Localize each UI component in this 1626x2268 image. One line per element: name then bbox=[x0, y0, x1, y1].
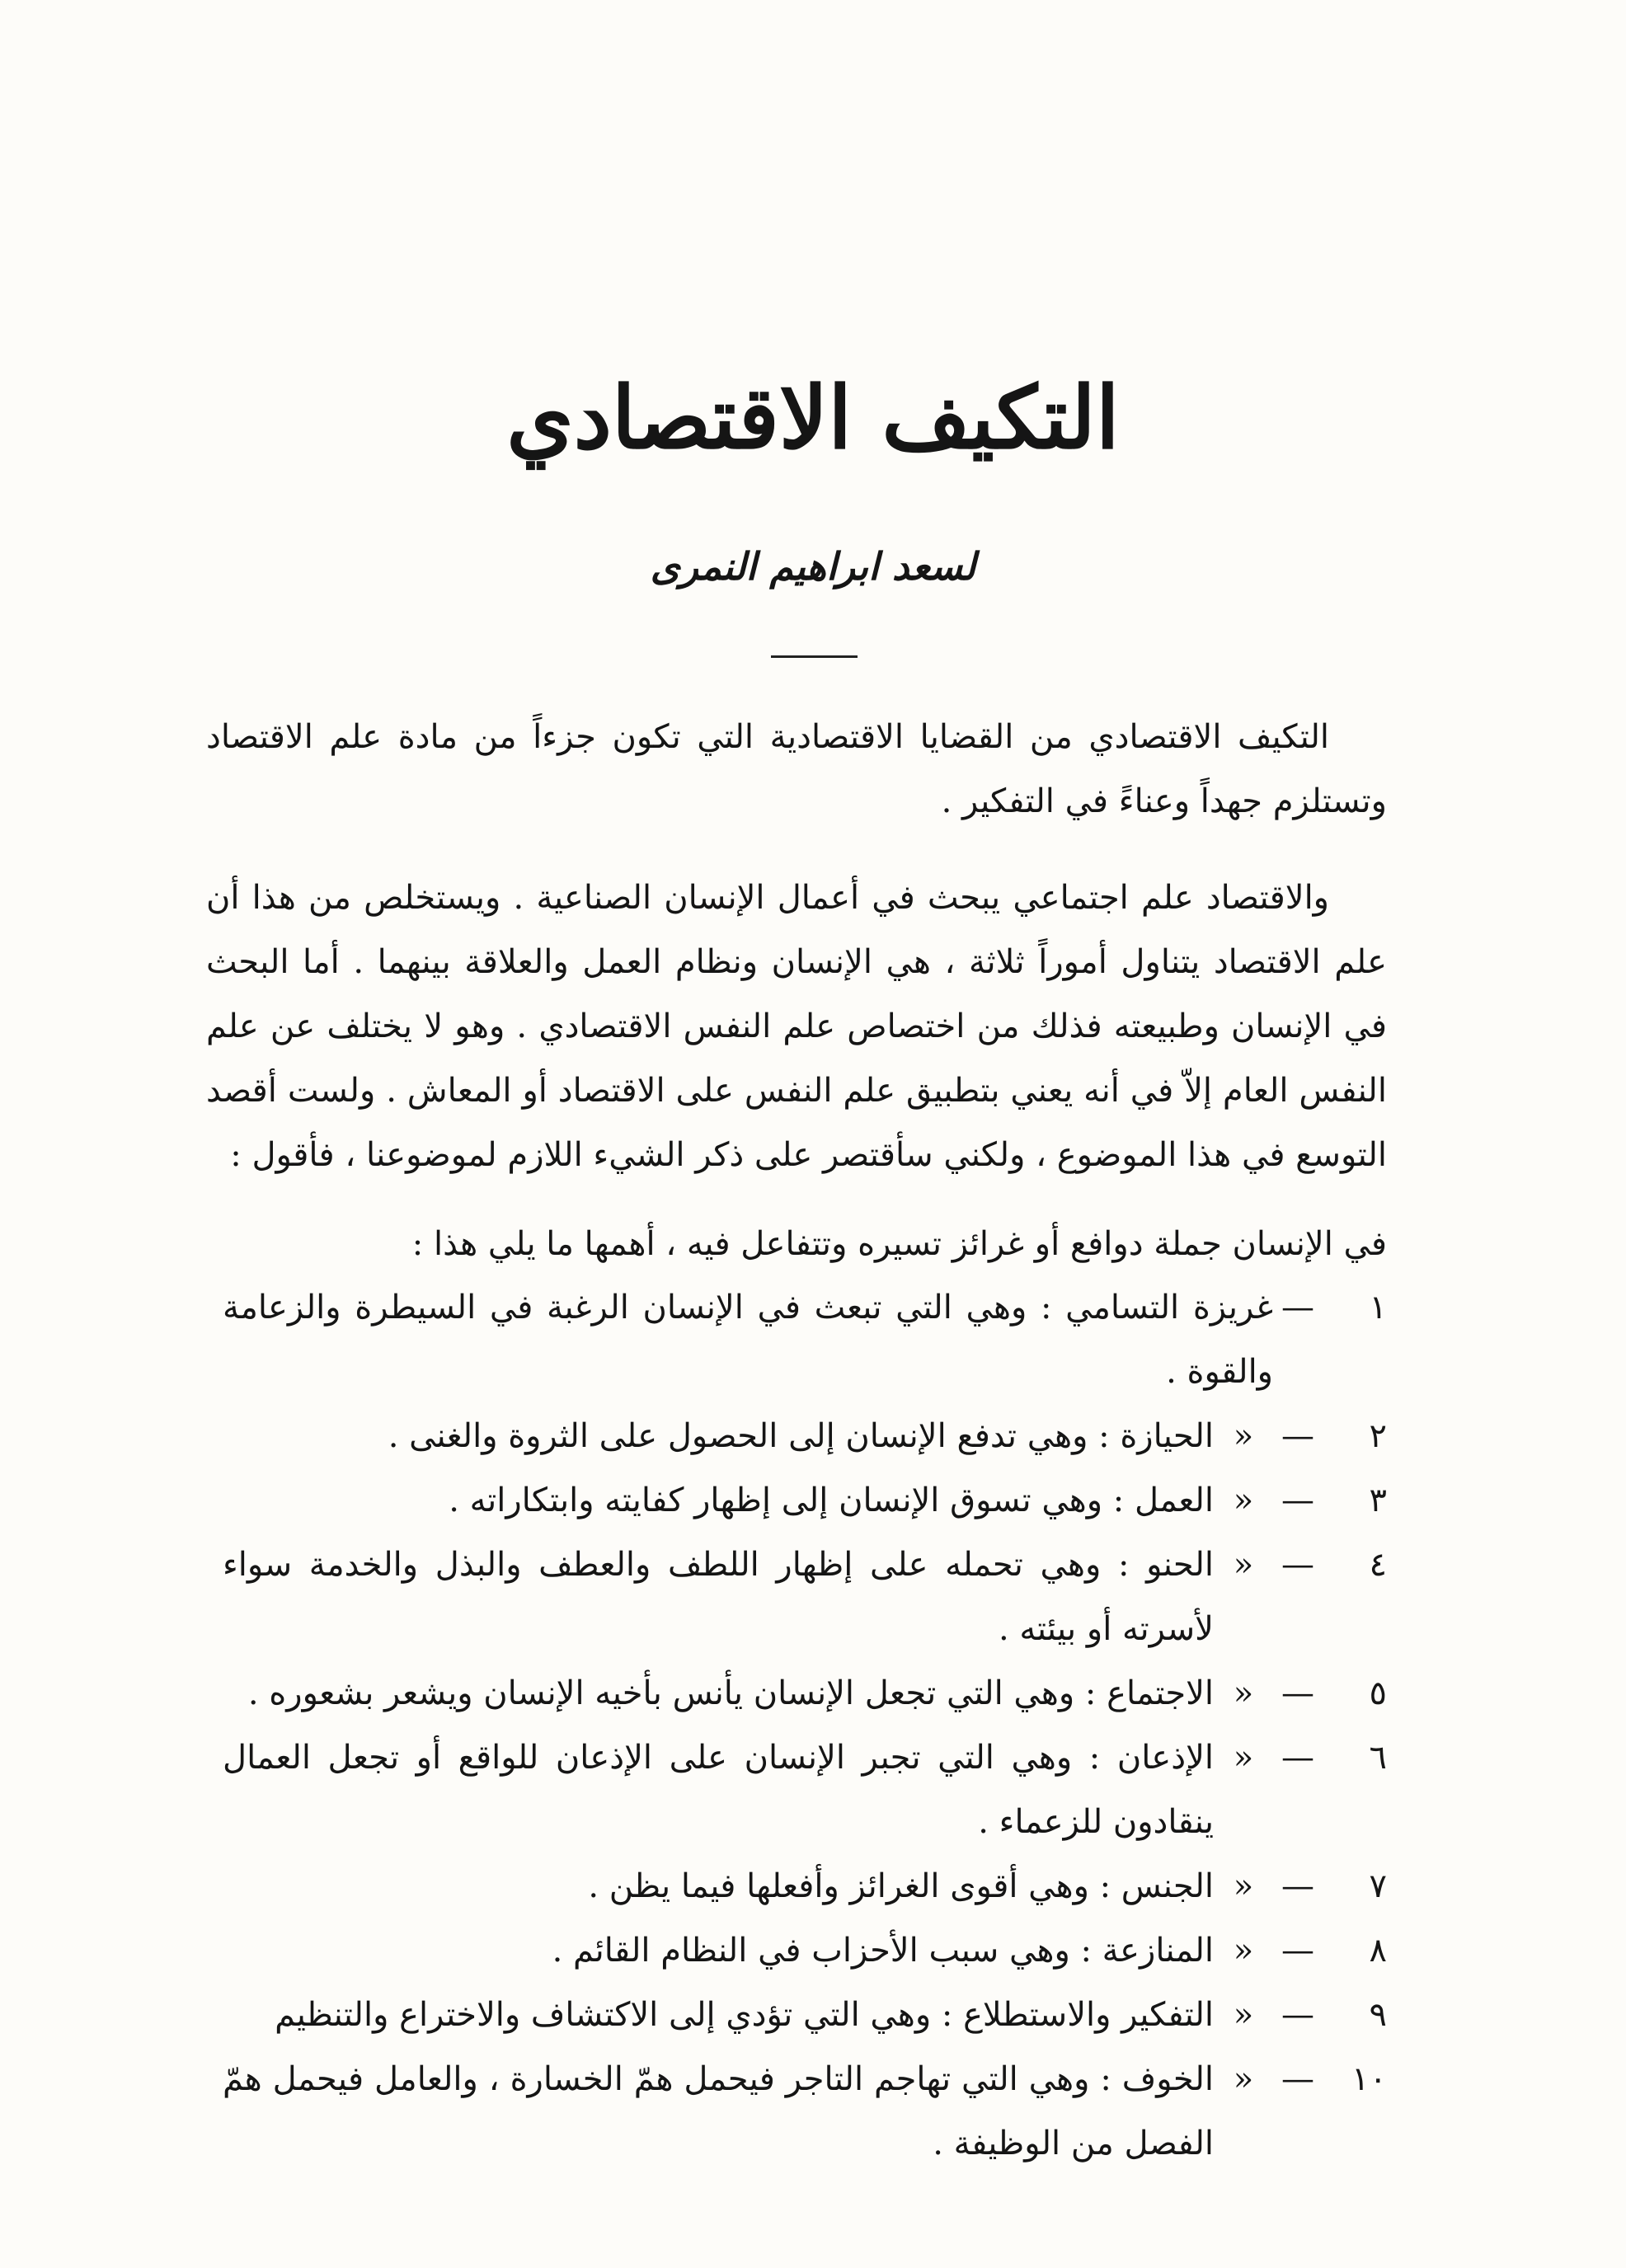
list-item bbox=[223, 1983, 1387, 2047]
item-number: ٢ bbox=[1369, 1417, 1387, 1455]
list-item bbox=[223, 1533, 1387, 1661]
item-text: الإذعان : وهي التي تجبر الإنسان على الإذعان للواقع أو تجعل العمال ينقادون للزعماء . bbox=[223, 1739, 1214, 1841]
title-divider bbox=[771, 655, 858, 658]
item-number: ١ bbox=[1369, 1289, 1387, 1327]
item-ditto: « bbox=[1233, 1867, 1254, 1905]
instincts-list bbox=[223, 1275, 1387, 2176]
paragraph-text: والاقتصاد علم اجتماعي يبحث في أعمال الإنسان الصناعية . ويستخلص من هذا أن علم الاقتصاد يتناول أموراً ثلاثة ، هي الإنسان ونظام العمل والعلاقة بينهما . أما البحث في الإنسان وطبيعته فذلك من اختصاص علم النفس الاقتصادي . وهو لا يختلف عن علم النفس العام إلاّ في أنه يعني بتطبيق علم النفس على الاقتصاد أو المعاش . ولست أقصد التوسع في هذا الموضوع ، ولكني سأقتصر على ذكر الشيء اللازم لموضوعنا ، فأقول : bbox=[206, 879, 1387, 1174]
list-item bbox=[223, 2047, 1387, 2176]
item-number: ٥ bbox=[1369, 1674, 1387, 1712]
list-item bbox=[223, 1726, 1387, 1854]
item-dash: — bbox=[1281, 1417, 1314, 1455]
item-ditto: « bbox=[1233, 1481, 1254, 1519]
paragraph-2 bbox=[206, 866, 1387, 1187]
list-intro-text: في الإنسان جملة دوافع أو غرائز تسيره وتتفاعل فيه ، أهمها ما يلي هذا : bbox=[411, 1225, 1387, 1263]
item-text: الحيازة : وهي تدفع الإنسان إلى الحصول على الثروة والغنى . bbox=[388, 1417, 1214, 1455]
article-author: لسعد ابراهيم النمرى bbox=[650, 544, 976, 589]
item-ditto: « bbox=[1233, 1739, 1254, 1777]
item-ditto: « bbox=[1233, 1932, 1254, 1970]
item-number: ٣ bbox=[1369, 1481, 1387, 1519]
item-text: الخوف : وهي التي تهاجم التاجر فيحمل همّ الخسارة ، والعامل فيحمل همّ الفصل من الوظيفة . bbox=[223, 2060, 1214, 2162]
item-number: ٨ bbox=[1369, 1932, 1387, 1970]
item-number: ٧ bbox=[1369, 1867, 1387, 1905]
item-text: الاجتماع : وهي التي تجعل الإنسان يأنس بأخيه الإنسان ويشعر بشعوره . bbox=[247, 1674, 1214, 1712]
item-dash: — bbox=[1281, 1546, 1314, 1584]
paragraph-1 bbox=[206, 705, 1387, 833]
item-ditto: « bbox=[1233, 1674, 1254, 1712]
item-text: التفكير والاستطلاع : وهي التي تؤدي إلى الاكتشاف والاختراع والتنظيم bbox=[275, 1996, 1214, 2034]
item-dash: — bbox=[1281, 1674, 1314, 1712]
article-title: التكيف الاقتصادي bbox=[506, 367, 1120, 468]
list-item bbox=[223, 1918, 1387, 1983]
item-ditto: « bbox=[1233, 1996, 1254, 2034]
item-dash: — bbox=[1281, 1739, 1314, 1777]
item-ditto: « bbox=[1233, 1417, 1254, 1455]
item-dash: — bbox=[1281, 1996, 1314, 2034]
item-text: العمل : وهي تسوق الإنسان إلى إظهار كفايته وابتكاراته . bbox=[449, 1481, 1214, 1519]
item-number: ٤ bbox=[1369, 1546, 1387, 1584]
list-item bbox=[223, 1854, 1387, 1918]
item-ditto: « bbox=[1233, 2060, 1254, 2098]
list-item bbox=[223, 1275, 1387, 1404]
list-item bbox=[223, 1468, 1387, 1533]
item-text: غريزة التسامي : وهي التي تبعث في الإنسان الرغبة في السيطرة والزعامة والقوة . bbox=[223, 1289, 1273, 1391]
item-text: الجنس : وهي أقوى الغرائز وأفعلها فيما يظن . bbox=[588, 1867, 1214, 1905]
item-dash: — bbox=[1281, 1867, 1314, 1905]
item-ditto: « bbox=[1233, 1546, 1254, 1584]
item-number: ٦ bbox=[1369, 1739, 1387, 1777]
list-intro bbox=[206, 1212, 1387, 1276]
item-dash: — bbox=[1281, 1932, 1314, 1970]
list-item bbox=[223, 1661, 1387, 1726]
item-dash: — bbox=[1281, 2060, 1314, 2098]
item-text: الحنو : وهي تحمله على إظهار اللطف والعطف والبذل والخدمة سواء لأسرته أو بيئته . bbox=[223, 1546, 1214, 1648]
list-item bbox=[223, 1404, 1387, 1468]
item-dash: — bbox=[1281, 1289, 1314, 1327]
item-text: المنازعة : وهي سبب الأحزاب في النظام القائم . bbox=[552, 1932, 1214, 1970]
paragraph-text: التكيف الاقتصادي من القضايا الاقتصادية التي تكون جزءاً من مادة علم الاقتصاد وتستلزم جهداً وعناءً في التفكير . bbox=[206, 718, 1387, 820]
item-dash: — bbox=[1281, 1481, 1314, 1519]
item-number: ٩ bbox=[1369, 1996, 1387, 2034]
item-number: ١٠ bbox=[1351, 2060, 1387, 2098]
